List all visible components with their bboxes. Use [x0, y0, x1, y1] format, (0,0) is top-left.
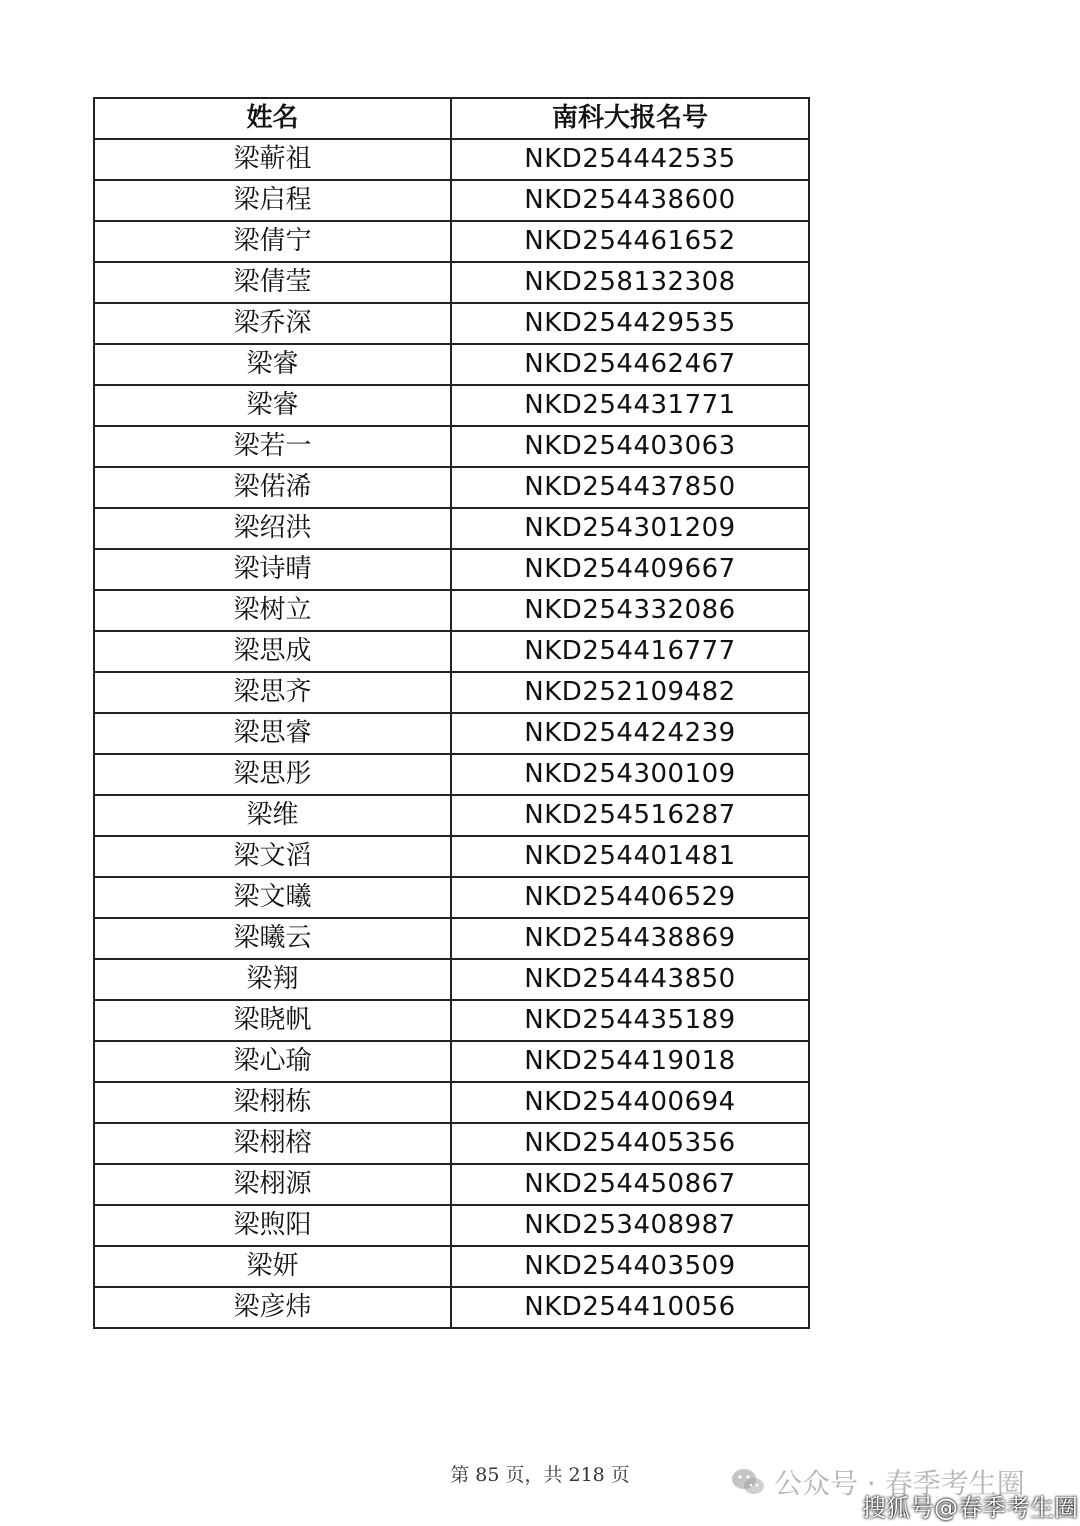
table-row — [94, 795, 809, 836]
cell-registration-number: NKD254461652 — [451, 221, 809, 262]
table-row — [94, 959, 809, 1000]
cell-name: 梁彦炜 — [94, 1287, 451, 1328]
cell-name: 梁心瑜 — [94, 1041, 451, 1082]
cell-registration-number: NKD254332086 — [451, 590, 809, 631]
cell-name: 梁思彤 — [94, 754, 451, 795]
cell-registration-number: NKD254442535 — [451, 139, 809, 180]
table-row — [94, 713, 809, 754]
cell-name: 梁倩莹 — [94, 262, 451, 303]
cell-registration-number: NKD254416777 — [451, 631, 809, 672]
cell-name: 梁栩榕 — [94, 1123, 451, 1164]
cell-registration-number: NKD254438600 — [451, 180, 809, 221]
cell-name: 梁树立 — [94, 590, 451, 631]
table-row — [94, 1205, 809, 1246]
table-row — [94, 1041, 809, 1082]
cell-name: 梁晓帆 — [94, 1000, 451, 1041]
table-row — [94, 1287, 809, 1328]
page-number: 第 85 页，共 218 页 — [450, 1464, 630, 1486]
cell-registration-number: NKD254438869 — [451, 918, 809, 959]
cell-registration-number: NKD258132308 — [451, 262, 809, 303]
cell-registration-number: NKD254406529 — [451, 877, 809, 918]
cell-name: 梁若一 — [94, 426, 451, 467]
cell-registration-number: NKD254403509 — [451, 1246, 809, 1287]
cell-registration-number: NKD254516287 — [451, 795, 809, 836]
cell-name: 梁绍洪 — [94, 508, 451, 549]
cell-registration-number: NKD254429535 — [451, 303, 809, 344]
cell-name: 梁偌浠 — [94, 467, 451, 508]
table-row — [94, 590, 809, 631]
table-row — [94, 508, 809, 549]
wechat-icon — [730, 1467, 766, 1497]
table-row — [94, 1123, 809, 1164]
cell-name: 梁睿 — [94, 344, 451, 385]
table-row — [94, 180, 809, 221]
cell-registration-number: NKD252109482 — [451, 672, 809, 713]
cell-name: 梁蕲祖 — [94, 139, 451, 180]
cell-name: 梁栩栋 — [94, 1082, 451, 1123]
table-row — [94, 262, 809, 303]
cell-registration-number: NKD254431771 — [451, 385, 809, 426]
cell-name: 梁翔 — [94, 959, 451, 1000]
table-row — [94, 918, 809, 959]
cell-registration-number: NKD253408987 — [451, 1205, 809, 1246]
table-row — [94, 139, 809, 180]
cell-registration-number: NKD254400694 — [451, 1082, 809, 1123]
cell-registration-number: NKD254401481 — [451, 836, 809, 877]
cell-registration-number: NKD254405356 — [451, 1123, 809, 1164]
table-row — [94, 221, 809, 262]
table-row — [94, 877, 809, 918]
table-row — [94, 672, 809, 713]
cell-name: 梁思睿 — [94, 713, 451, 754]
table-row — [94, 344, 809, 385]
cell-name: 梁乔深 — [94, 303, 451, 344]
cell-registration-number: NKD254300109 — [451, 754, 809, 795]
column-header-registration-number: 南科大报名号 — [451, 98, 809, 139]
cell-registration-number: NKD254462467 — [451, 344, 809, 385]
cell-name: 梁文滔 — [94, 836, 451, 877]
cell-name: 梁思成 — [94, 631, 451, 672]
cell-registration-number: NKD254403063 — [451, 426, 809, 467]
cell-registration-number: NKD254409667 — [451, 549, 809, 590]
table-row — [94, 631, 809, 672]
cell-name: 梁曦云 — [94, 918, 451, 959]
table-body — [94, 139, 809, 1328]
cell-name: 梁诗晴 — [94, 549, 451, 590]
table-row — [94, 836, 809, 877]
roster-table — [93, 97, 810, 1329]
cell-name: 梁倩宁 — [94, 221, 451, 262]
cell-name: 梁栩源 — [94, 1164, 451, 1205]
sohu-watermark: 搜狐号@春季考生圈 — [862, 1494, 1078, 1522]
cell-name: 梁煦阳 — [94, 1205, 451, 1246]
cell-name: 梁文曦 — [94, 877, 451, 918]
table-row — [94, 1000, 809, 1041]
table-row — [94, 467, 809, 508]
table-row — [94, 303, 809, 344]
cell-registration-number: NKD254424239 — [451, 713, 809, 754]
table-row — [94, 426, 809, 467]
cell-registration-number: NKD254443850 — [451, 959, 809, 1000]
table-row — [94, 1164, 809, 1205]
cell-registration-number: NKD254450867 — [451, 1164, 809, 1205]
cell-registration-number: NKD254437850 — [451, 467, 809, 508]
cell-name: 梁睿 — [94, 385, 451, 426]
cell-name: 梁维 — [94, 795, 451, 836]
cell-name: 梁启程 — [94, 180, 451, 221]
cell-name: 梁思齐 — [94, 672, 451, 713]
cell-registration-number: NKD254435189 — [451, 1000, 809, 1041]
table-row — [94, 549, 809, 590]
table-row — [94, 1082, 809, 1123]
wechat-watermark-text: 公众号 · 春季考生圈 — [774, 1467, 1025, 1500]
cell-registration-number: NKD254419018 — [451, 1041, 809, 1082]
cell-name: 梁妍 — [94, 1246, 451, 1287]
cell-registration-number: NKD254410056 — [451, 1287, 809, 1328]
table-row — [94, 754, 809, 795]
header-row — [94, 98, 809, 139]
table-row — [94, 1246, 809, 1287]
cell-registration-number: NKD254301209 — [451, 508, 809, 549]
table-row — [94, 385, 809, 426]
column-header-name: 姓名 — [94, 98, 451, 139]
